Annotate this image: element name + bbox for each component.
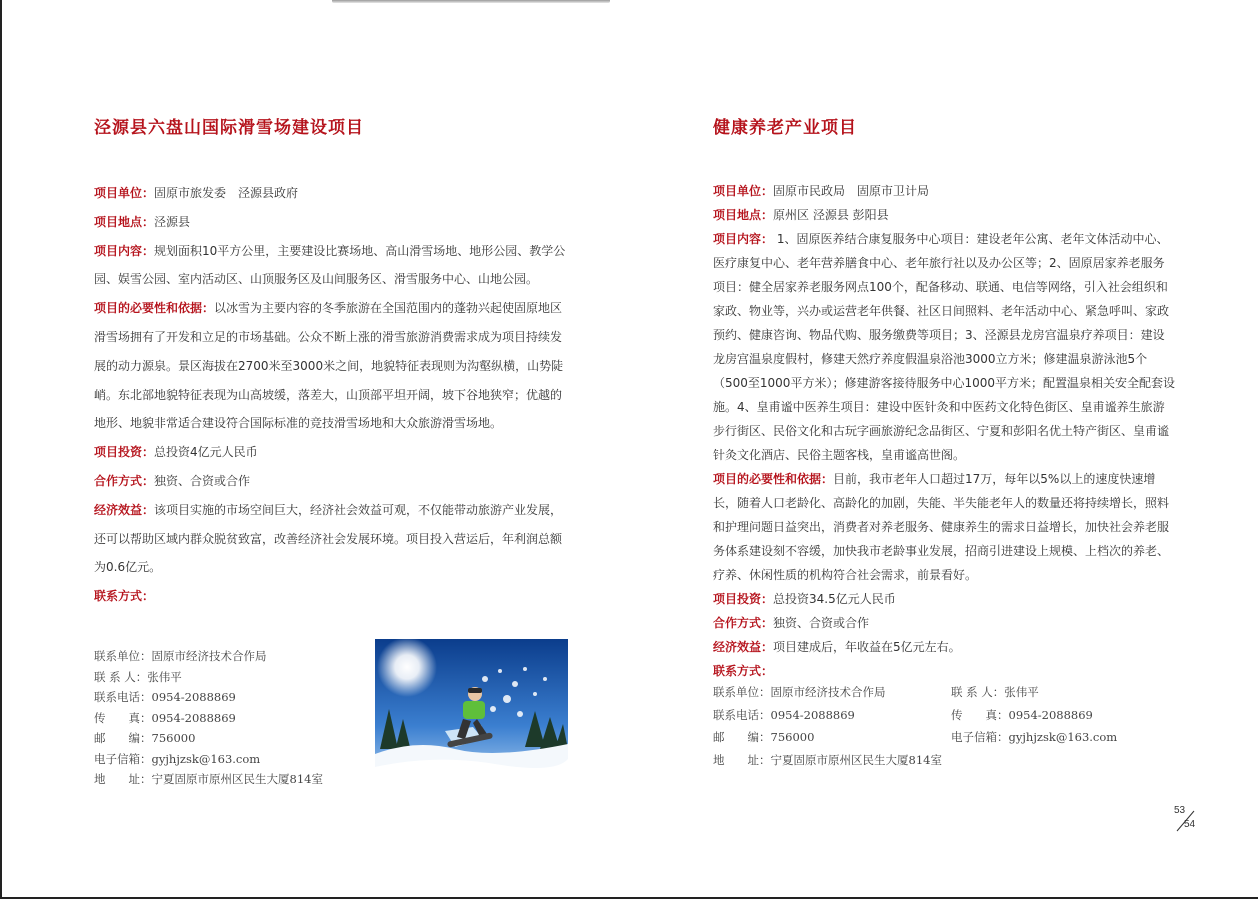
right-item-text: 固原市民政局 固原市卫计局 [773,184,930,198]
left-item-5 [94,467,572,496]
left-item-2 [94,237,572,295]
left-item-text: 固原市旅发委 泾源县政府 [154,186,299,200]
left-item-6 [94,496,572,582]
right-item-text: 总投资34.5亿元人民币 [773,592,896,606]
left-contact-line: 联系单位：固原市经济技术合作局 [94,649,267,663]
left-item-4 [94,438,572,467]
left-item-text: 该项目实施的市场空间巨大，经济社会效益可观，不仅能带动旅游产业发展，还可以帮助区域内群众脱贫致富，改善经济社会发展环境。项目投入营运后，年利润总额为0.6亿元。 [94,502,563,575]
snowboarder-image [375,639,568,784]
right-item-label: 合作方式： [713,616,774,630]
right-item-text: 独资、合资或合作 [773,616,870,630]
left-item-label: 联系方式： [94,589,155,604]
left-project-title: 泾源县六盘山国际滑雪场建设项目 [94,118,364,138]
left-contact-line: 传 真：0954-2088869 [94,710,236,725]
right-item-text: 1、固原医养结合康复服务中心项目：建设老年公寓、老年文体活动中心、医疗康复中心、老年营养膳食中心、老年旅行社以及办公区等；2、固原居家养老服务项目：健全居家养老服务网点100个，配备移动、联通、电信等网络，引入社会组织和家政、物业等，兴办或运营老年供餐、社区日间照料、老年活动中心、紧急呼叫、家政预约、健康咨询、物品代购、服务缴费等项目；3、泾源县龙房宫温泉疗养项目：建设龙房宫温泉度假村，修建天然疗养度假温泉浴池3000立方米；修建温泉游泳池5个（500至1000平方米）；修建游客接待服务中心1000平方米；配置温泉相关安全配套设施。4、皇甫谧中医养生项目：建设中医针灸和中医药文化特色街区、皇甫谧养生旅游步行街区、民俗文化和古玩字画旅游纪念品街区、宁夏和彭阳名优土特产街区、皇甫谧针灸文化酒店、民俗主题客栈，皇甫谧高世阁。 [713,232,1175,462]
right-project-column [713,117,1175,683]
right-item-label: 经济效益： [713,640,774,654]
right-item-label: 项目单位： [713,184,774,198]
right-item-5 [713,611,1175,635]
right-item-6 [713,635,1175,659]
right-item-label: 联系方式： [713,664,774,678]
right-contact-cell: 联系单位：固原市经济技术合作局 [713,685,886,699]
left-item-text: 泾源县 [154,214,191,229]
right-item-2 [713,227,1175,467]
right-item-1 [713,203,1175,227]
left-item-7 [94,582,572,611]
left-item-text: 规划面积10平方公里，主要建设比赛场地、高山滑雪场地、地形公园、教学公园、娱雪公园、室内活动区、山顶服务区及山间服务区、滑雪服务中心、山地公园。 [94,243,566,287]
right-item-text: 项目建成后，年收益在5亿元左右。 [773,640,961,654]
right-item-text: 原州区 泾源县 彭阳县 [773,208,889,222]
left-item-label: 项目投资： [94,445,155,460]
left-item-label: 项目单位： [94,186,155,200]
left-contact-line: 邮 编：756000 [94,731,196,745]
right-contact-cell: 联 系 人：张伟平 [951,685,1039,699]
right-item-4 [713,587,1175,611]
right-contact-cell: 地 址：宁夏固原市原州区民生大厦814室 [713,752,942,767]
right-item-label: 项目地点： [713,208,774,222]
right-contact-block [713,681,1183,771]
right-item-7 [713,659,1175,683]
snowboarder-photo [375,639,568,784]
right-contact-row [713,704,1183,727]
right-contact-row [713,726,1183,749]
page-number [1170,805,1200,835]
left-item-1 [94,208,572,237]
right-item-label: 项目内容： [713,232,774,246]
right-project-title: 健康养老产业项目 [713,118,857,138]
right-contact-cell: 电子信箱：gyjhjzsk@163.com [951,730,1118,744]
left-contact-block [94,646,323,790]
right-item-3 [713,467,1175,587]
left-item-3 [94,294,572,438]
right-item-label: 项目的必要性和依据： [713,472,834,486]
left-item-label: 项目内容： [94,243,155,258]
page-border-left [0,0,2,899]
right-item-text: 目前，我市老年人口超过17万，每年以5%以上的速度快速增长，随着人口老龄化、高龄化的加剧，失能、半失能老年人的数量还将持续增长，照料和护理问题日益突出，消费者对养老服务、健康养生的需求日益增长，加快社会养老服务体系建设刻不容缓，加快我市老龄事业发展，招商引进建设上规模、上档次的养老、疗养、休闲性质的机构符合社会需求，前景看好。 [713,472,1170,582]
left-item-text: 总投资4亿元人民币 [154,445,258,460]
right-contact-cell: 联系电话：0954-2088869 [713,707,855,722]
page-top-shadow [332,0,610,3]
right-contact-row [713,749,1183,772]
page-number-total: 54 [1184,819,1196,830]
left-contact-line: 联系电话：0954-2088869 [94,690,236,704]
left-item-label: 合作方式： [94,473,155,488]
right-contact-row [713,681,1183,704]
left-contact-line: 联 系 人：张伟平 [94,669,182,684]
right-item-0 [713,179,1175,203]
left-contact-line: 地 址：宁夏固原市原州区民生大厦814室 [94,772,323,786]
right-contact-cell: 传 真：0954-2088869 [951,707,1093,722]
left-contact-line: 电子信箱：gyjhjzsk@163.com [94,751,261,766]
left-project-column [94,117,572,611]
left-item-label: 经济效益： [94,502,155,517]
page-number-current: 53 [1174,805,1186,816]
left-item-label: 项目地点： [94,214,155,229]
left-item-0 [94,179,572,208]
left-item-label: 项目的必要性和依据： [94,301,215,316]
left-item-text: 以冰雪为主要内容的冬季旅游在全国范围内的蓬勃兴起使固原地区滑雪场拥有了开发和立足的市场基础。公众不断上涨的滑雪旅游消费需求成为项目持续发展的动力源泉。景区海拔在2700米至3000米之间，地貌特征表现则为沟壑纵横，山势陡峭。东北部地貌特征表现为山高坡缓，落差大，山顶部平坦开阔，坡下谷地狭窄；优越的地形、地貌非常适合建设符合国际标准的竞技滑雪场地和大众旅游滑雪场地。 [94,301,564,431]
right-contact-cell: 邮 编：756000 [713,730,815,744]
right-item-label: 项目投资： [713,592,774,606]
left-item-text: 独资、合资或合作 [154,473,251,488]
